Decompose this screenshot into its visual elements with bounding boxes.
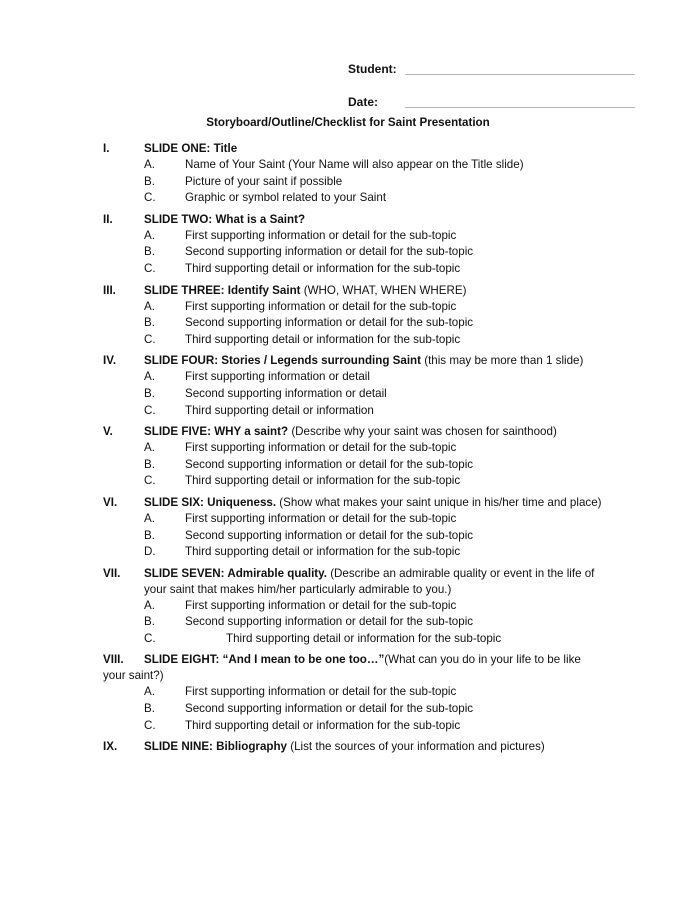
section-number: III.	[103, 283, 116, 297]
outline-section	[0, 495, 696, 561]
list-item	[0, 473, 696, 490]
student-field	[0, 62, 696, 78]
item-text: First supporting information or detail for the sub-topic	[185, 299, 457, 313]
item-letter: D.	[144, 545, 156, 559]
document-title: Storyboard/Outline/Checklist for Saint Presentation	[206, 116, 490, 129]
item-text: Name of Your Saint (Your Name will also appear on the Title slide)	[185, 158, 524, 171]
section-title: SLIDE THREE: Identify Saint	[144, 283, 301, 297]
list-item	[0, 315, 696, 332]
item-text: First supporting information or detail for the sub-topic	[185, 228, 457, 242]
section-number: VIII.	[103, 653, 124, 667]
outline-section	[0, 652, 696, 734]
item-text: Second supporting information or detail for the sub-topic	[185, 457, 474, 471]
section-heading	[0, 739, 696, 755]
outline-section	[0, 566, 696, 648]
section-note: (this may be more than 1 slide)	[420, 354, 584, 368]
list-item	[0, 228, 696, 245]
date-label: Date:	[348, 95, 379, 109]
student-blank-line[interactable]	[405, 74, 635, 75]
item-letter: B.	[144, 174, 155, 188]
section-note: (Show what makes your saint unique in his/her time and place)	[276, 495, 602, 509]
list-item	[0, 332, 696, 349]
item-letter: A.	[144, 228, 155, 242]
date-blank-line[interactable]	[405, 107, 635, 108]
section-note: (Describe why your saint was chosen for sainthood)	[288, 425, 557, 439]
item-letter: A.	[144, 370, 155, 384]
section-number: IV.	[103, 354, 117, 368]
list-item	[0, 614, 696, 631]
item-text: First supporting information or detail	[185, 370, 370, 384]
section-note: (WHO, WHAT, WHEN WHERE)	[300, 283, 467, 297]
section-note: (List the sources of your information and pictures)	[287, 740, 545, 754]
item-text: First supporting information or detail for the sub-topic	[185, 511, 457, 525]
list-item	[0, 544, 696, 561]
item-letter: A.	[144, 685, 155, 699]
section-heading	[0, 212, 696, 228]
list-item	[0, 174, 696, 191]
outline-section	[0, 353, 696, 419]
list-item	[0, 369, 696, 386]
section-title: SLIDE TWO: What is a Saint?	[144, 212, 306, 226]
outline-section	[0, 141, 696, 207]
list-item	[0, 244, 696, 261]
item-text: First supporting information or detail for the sub-topic	[185, 598, 457, 612]
section-heading	[0, 283, 696, 299]
section-heading	[0, 141, 696, 157]
section-number: II.	[103, 212, 113, 226]
section-title: SLIDE SIX: Uniqueness.	[144, 495, 277, 509]
item-letter: C.	[144, 403, 156, 417]
section-title: SLIDE FIVE: WHY a saint?	[144, 425, 289, 439]
list-item	[0, 684, 696, 701]
item-letter: A.	[144, 441, 155, 455]
list-item	[0, 386, 696, 403]
section-heading	[0, 424, 696, 440]
item-text: Second supporting information or detail for the sub-topic	[185, 245, 474, 259]
item-letter: B.	[144, 702, 155, 716]
list-item	[0, 261, 696, 278]
list-item	[0, 511, 696, 528]
item-letter: C.	[144, 261, 156, 275]
section-title: SLIDE SEVEN: Admirable quality.	[144, 566, 327, 580]
item-letter: A.	[144, 598, 155, 612]
list-item	[0, 457, 696, 474]
item-text: Third supporting detail or information for the sub-topic	[185, 474, 461, 488]
section-number: VI.	[103, 495, 118, 509]
item-letter: B.	[144, 316, 155, 330]
item-text: Third supporting detail or information for the sub-topic	[185, 261, 461, 275]
section-heading	[0, 495, 696, 511]
section-heading	[0, 353, 696, 369]
item-letter: C.	[144, 191, 156, 205]
outline-section	[0, 739, 696, 755]
section-title: SLIDE EIGHT: “And I mean to be one too…”	[144, 653, 385, 667]
outline-section	[0, 424, 696, 490]
section-note: (Describe an admirable quality or event in the life of your saint that makes him/her particularly admirable to you.)	[144, 566, 595, 596]
section-title: SLIDE NINE: Bibliography	[144, 740, 287, 754]
item-text: First supporting information or detail for the sub-topic	[185, 441, 457, 455]
item-letter: A.	[144, 511, 155, 525]
outline-section	[0, 212, 696, 278]
section-number: IX.	[103, 740, 118, 754]
item-text: Second supporting information or detail for the sub-topic	[185, 615, 474, 629]
list-item	[0, 157, 696, 174]
section-title: SLIDE ONE: Title	[144, 142, 238, 155]
outline-list	[0, 141, 696, 760]
section-title: SLIDE FOUR: Stories / Legends surrounding Saint	[144, 354, 421, 368]
student-label: Student:	[348, 62, 397, 76]
section-number: VII.	[103, 566, 121, 580]
item-letter: B.	[144, 457, 155, 471]
item-letter: A.	[144, 299, 155, 313]
section-heading	[0, 652, 696, 684]
item-text: Third supporting detail or information for the sub-topic	[185, 718, 461, 732]
list-item	[0, 403, 696, 420]
section-number: V.	[103, 425, 113, 439]
item-text: Third supporting detail or information for the sub-topic	[226, 631, 502, 645]
list-item	[0, 718, 696, 735]
section-note: (What can you do in your life to be like your saint?)	[103, 653, 581, 683]
item-letter: B.	[144, 386, 155, 400]
list-item	[0, 440, 696, 457]
item-letter: B.	[144, 615, 155, 629]
item-letter: C.	[144, 474, 156, 488]
list-item	[0, 528, 696, 545]
section-heading	[0, 566, 696, 598]
section-number: I.	[103, 142, 110, 155]
item-letter: C.	[144, 332, 156, 346]
item-letter: C.	[144, 718, 156, 732]
list-item	[0, 190, 696, 207]
list-item	[0, 598, 696, 615]
date-field	[0, 95, 696, 111]
item-text: Second supporting information or detail for the sub-topic	[185, 316, 474, 330]
item-letter: B.	[144, 245, 155, 259]
item-text: Second supporting information or detail for the sub-topic	[185, 528, 474, 542]
item-text: Third supporting detail or information for the sub-topic	[185, 332, 461, 346]
item-text: Third supporting detail or information	[185, 403, 374, 417]
item-text: First supporting information or detail for the sub-topic	[185, 685, 457, 699]
outline-section	[0, 283, 696, 349]
list-item	[0, 299, 696, 316]
item-text: Graphic or symbol related to your Saint	[185, 191, 387, 205]
list-item	[0, 701, 696, 718]
item-letter: B.	[144, 528, 155, 542]
item-text: Second supporting information or detail for the sub-topic	[185, 702, 474, 716]
item-text: Second supporting information or detail	[185, 386, 387, 400]
list-item	[0, 631, 696, 648]
item-text: Third supporting detail or information for the sub-topic	[185, 545, 461, 559]
item-text: Picture of your saint if possible	[185, 174, 343, 188]
item-letter: A.	[144, 158, 155, 171]
item-letter: C.	[144, 631, 156, 645]
